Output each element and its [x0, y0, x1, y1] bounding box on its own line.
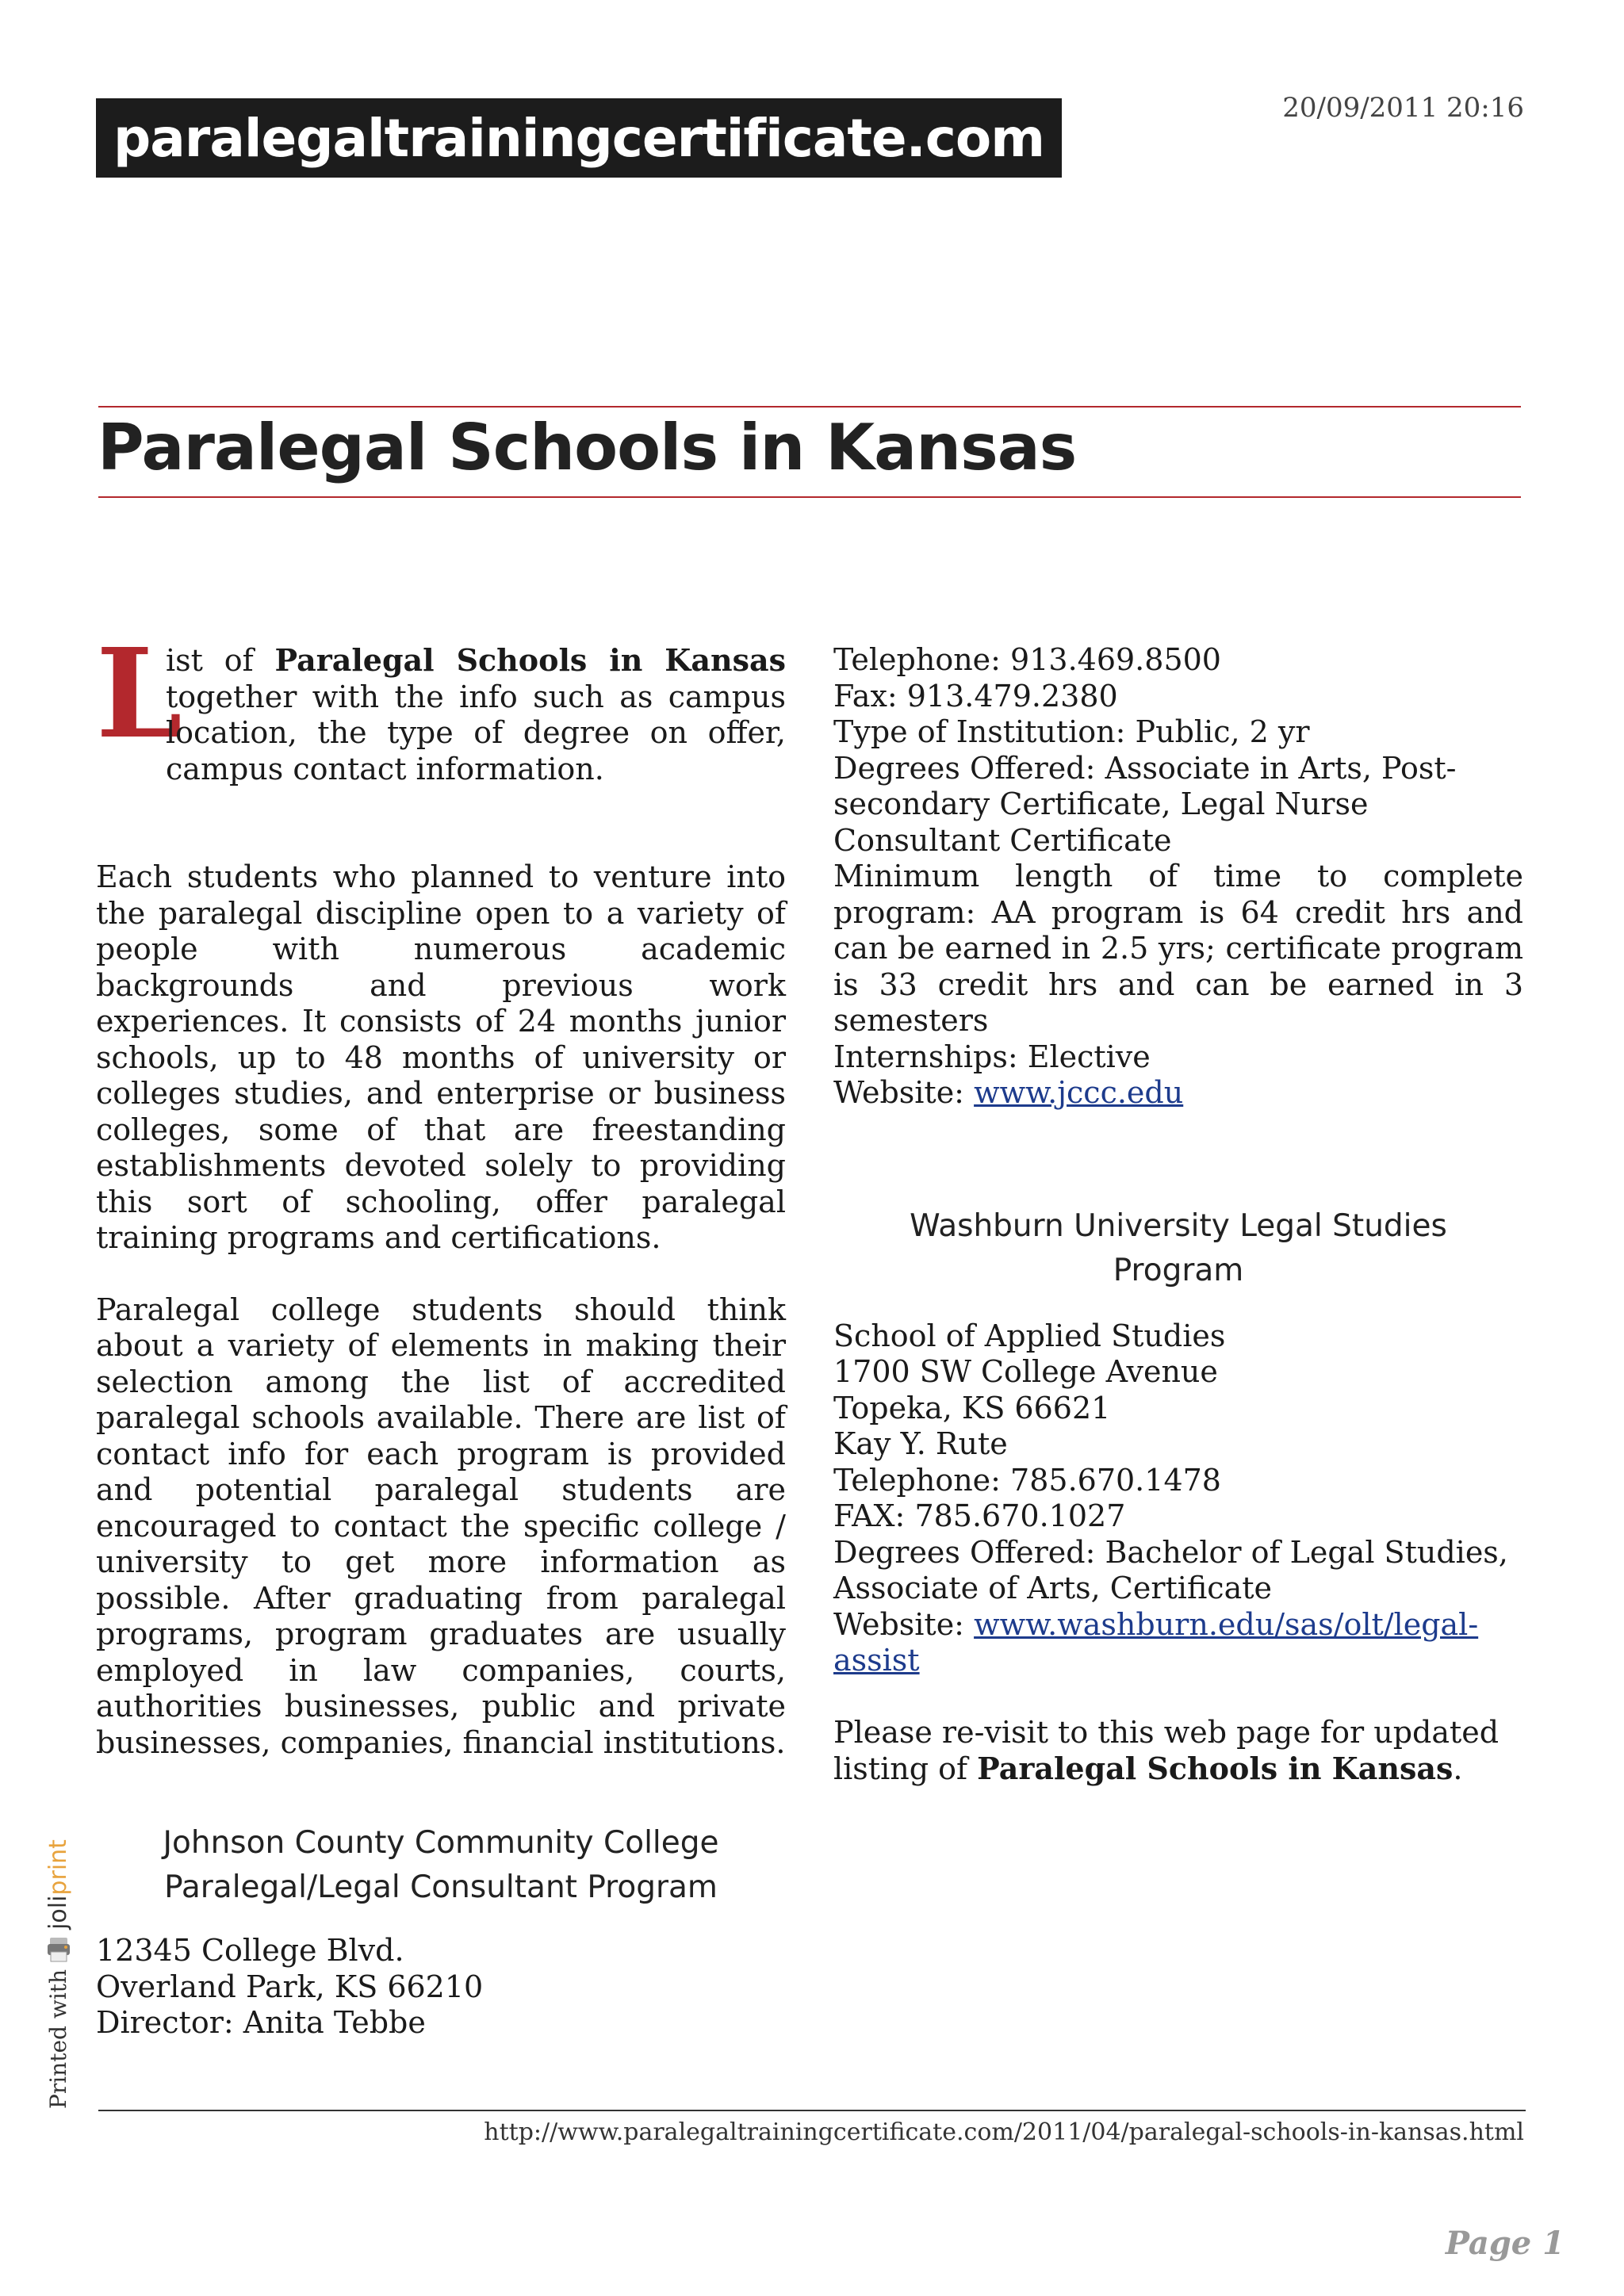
jccc-heading: Johnson County Community College Paralegal/Legal Consultant Program: [163, 1825, 719, 1905]
body-paragraph-1: Each students who planned to venture into the paralegal discipline open to a variety of people with numerous academic backgrounds and previous work experiences. It consists of 24 months junior schools, up to 48 months of university or colleges studies, and enterprise or business colleges, some of that are freestanding establishments devoted solely to providing this sort of schooling, offer paralegal training programs and certifications.: [96, 859, 786, 1255]
washburn-contact: Kay Y. Rute: [833, 1426, 1008, 1461]
page-title: Paralegal Schools in Kansas: [98, 411, 1077, 484]
washburn-website-link[interactable]: www.washburn.edu/sas/olt/legal-assist: [833, 1606, 1479, 1678]
jccc-institution-type: Type of Institution: Public, 2 yr: [833, 714, 1310, 749]
intro-keyword: Paralegal Schools in Kansas: [274, 642, 786, 678]
washburn-telephone: Telephone: 785.670.1478: [833, 1462, 1221, 1498]
footer-rule: [98, 2110, 1526, 2111]
left-column: [96, 621, 786, 2042]
washburn-degrees: Degrees Offered: Bachelor of Legal Studies, Associate of Arts, Certificate: [833, 1534, 1508, 1605]
jccc-telephone: Telephone: 913.469.8500: [833, 642, 1221, 677]
print-timestamp: 20/09/2011 20:16: [1282, 92, 1524, 124]
joliprint-logo: joliprint: [44, 1839, 72, 1930]
washburn-school: School of Applied Studies: [833, 1318, 1226, 1353]
printed-with-label: Printed with: [45, 1969, 71, 2109]
intro-paragraph: [96, 621, 786, 787]
jccc-director: Director: Anita Tebbe: [96, 2005, 426, 2040]
printer-icon: [47, 1936, 71, 1963]
site-banner[interactable]: paralegaltrainingcertificate.com: [96, 98, 1062, 178]
printed-with-badge[interactable]: [44, 1839, 72, 2109]
jccc-degrees: Degrees Offered: Associate in Arts, Post-secondary Certificate, Legal Nurse Consultant Certificate: [833, 750, 1457, 858]
title-rule-top: [98, 406, 1521, 408]
right-column: [833, 642, 1523, 1788]
body-paragraph-2: Paralegal college students should think about a variety of elements in making their selection among the list of accredited paralegal schools available. There are list of contact info for each program is provided and potential paralegal students are encouraged to contact the specific college / university to get more information as possible. After graduating from paralegal programs, program graduates are usually employed in law companies, courts, authorities businesses, public and private businesses, companies, financial institutions.: [96, 1292, 786, 1760]
washburn-fax: FAX: 785.670.1027: [833, 1498, 1126, 1533]
jccc-address-line1: 12345 College Blvd.: [96, 1933, 404, 1968]
jccc-address-line2: Overland Park, KS 66210: [96, 1969, 484, 2004]
washburn-address-line2: Topeka, KS 66621: [833, 1390, 1111, 1425]
dropcap: L: [96, 621, 182, 766]
page-number: Page 1: [1445, 2225, 1565, 2262]
jccc-internships: Internships: Elective: [833, 1039, 1151, 1074]
jccc-website-line: Website: www.jccc.edu: [833, 1075, 1184, 1110]
jccc-min-length: Minimum length of time to complete program: AA program is 64 credit hrs and can be earned in 2.5 yrs; certificate program is 33 credit hrs and can be earned in 3 semesters: [833, 859, 1523, 1038]
closing-paragraph: Please re-visit to this web page for updated listing of Paralegal Schools in Kansas.: [833, 1714, 1500, 1786]
title-rule-bottom: [98, 496, 1521, 498]
source-url[interactable]: http://www.paralegaltrainingcertificate.com/2011/04/paralegal-schools-in-kansas.html: [484, 2118, 1524, 2146]
jccc-fax: Fax: 913.479.2380: [833, 678, 1118, 714]
closing-keyword: Paralegal Schools in Kansas: [977, 1751, 1454, 1786]
washburn-website-line: Website: www.washburn.edu/sas/olt/legal-assist: [833, 1606, 1479, 1678]
intro-text: ist of Paralegal Schools in Kansas together with the info such as campus location, the type of degree on offer, campus contact information.: [166, 642, 786, 786]
jccc-website-link[interactable]: www.jccc.edu: [974, 1075, 1184, 1110]
washburn-heading: Washburn University Legal Studies Program: [910, 1207, 1447, 1288]
washburn-address-line1: 1700 SW College Avenue: [833, 1354, 1218, 1389]
